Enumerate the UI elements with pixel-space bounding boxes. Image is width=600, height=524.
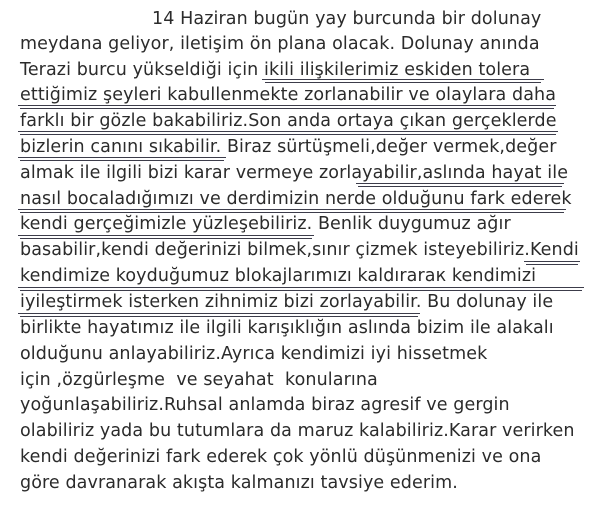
text-line-5: farklı bir gözle bakabiliriz.Son anda ortaya çıkan gerçeklerde — [20, 111, 557, 131]
text-line-11: kendimize koyduğumuz blokajlarımızı kaldıraraк kendimizi — [20, 266, 537, 286]
underline-mark — [20, 316, 418, 317]
underline-mark — [18, 235, 314, 236]
text-line-10: basabilir,kendi değerinizi bilmek,sınır çizmek isteyebiliriz.Kendi — [20, 240, 579, 260]
text-line-4: ettiğimiz şeyleri kabullenmekte zorlanabilir ve olaylara daha — [20, 85, 557, 105]
underline-mark — [356, 183, 564, 184]
text-line-6: bizlerin canını sıkabilir. Biraz sürtüşmeli,değer vermek,değer — [20, 137, 557, 157]
underline-mark — [524, 261, 580, 262]
text-line-7: almak ile ilgili bizi karar vermeye zorlayabilir,aslında hayat ile — [20, 163, 569, 183]
text-line-2: meydana geliyor, iletişim ön plana olacak. Dolunay anında — [20, 34, 540, 54]
underline-mark — [18, 209, 566, 210]
underline-mark — [265, 82, 541, 83]
underline-mark — [20, 160, 224, 161]
text-line-12: iyileştirmek isterken zihnimiz bizi zorlayabilir. Bu dolunay ile — [20, 292, 554, 312]
underline-mark — [358, 186, 562, 187]
text-line-18: kendi değerinizi fark ederek çok yönlü düşünmenizi ve ona — [20, 447, 542, 467]
text-line-16: yoğunlaşabiliriz.Ruhsal anlamda biraz agresif ve gergin — [20, 395, 510, 415]
underline-mark — [526, 264, 578, 265]
underline-mark — [262, 79, 544, 80]
underline-mark — [20, 134, 556, 135]
underline-mark — [18, 131, 558, 132]
underline-mark — [20, 290, 582, 291]
text-line-1: 14 Haziran bugün yay burcunda bir dolunay — [152, 9, 542, 29]
underline-mark — [18, 313, 420, 314]
text-line-3: Terazi burcu yükseldiği için ikili ilişkilerimiz eskiden tolera — [20, 60, 531, 80]
text-line-13: birlikte hayatımız ile ilgili karışıklığın aslında bizim ile alakalı — [20, 318, 554, 338]
underline-mark — [20, 212, 564, 213]
text-line-8: nasıl bocaladığımızı ve derdimizin nerde olduğunu fark ederek — [20, 189, 572, 209]
text-line-19: göre davranarak akışta kalmanızı tavsiye ederim. — [20, 473, 458, 493]
text-line-17: olabiliriz yada bu tutumlara da maruz kalabiliriz.Karar verirken — [20, 421, 575, 441]
underline-mark — [20, 108, 554, 109]
underline-mark — [18, 105, 556, 106]
text-line-14: olduğunu anlayabiliriz.Ayrıca kendimizi iyi hissetmek — [20, 344, 488, 364]
underline-mark — [18, 157, 226, 158]
underline-mark — [20, 238, 312, 239]
underline-mark — [18, 287, 584, 288]
text-line-15: için ,özgürleşme ve seyahat konularına — [20, 370, 378, 390]
text-line-9: kendi gerçeğimizle yüzleşebiliriz. Benlik duygumuz ağır — [20, 214, 511, 234]
